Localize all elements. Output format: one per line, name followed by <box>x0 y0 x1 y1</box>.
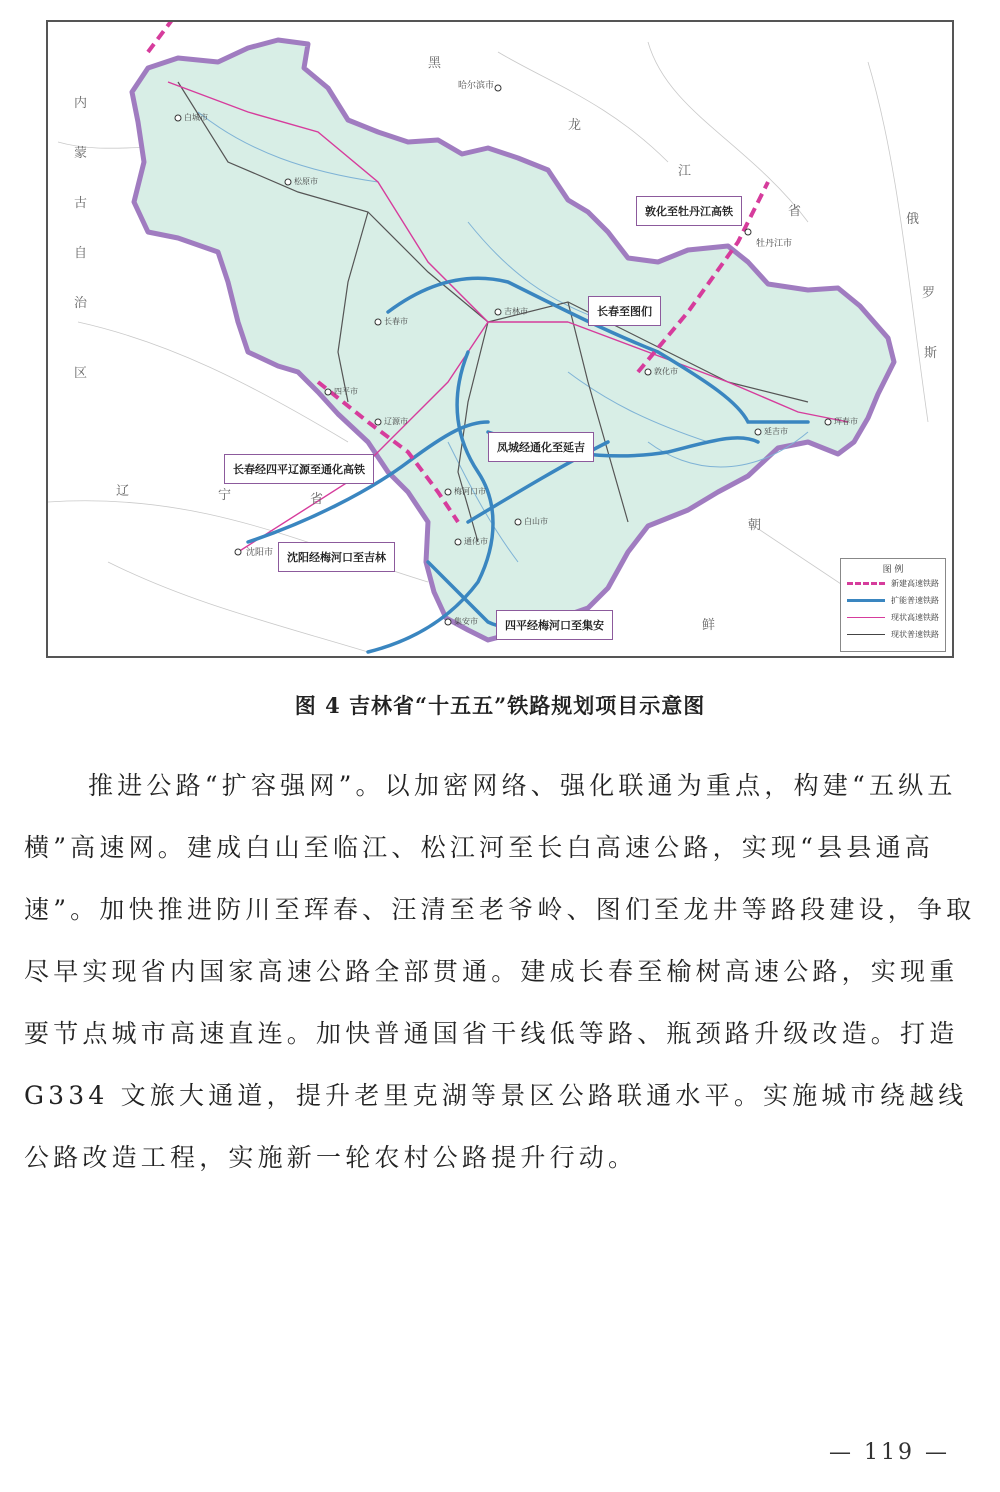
callout-siping-jian: 四平经梅河口至集安 <box>496 610 613 640</box>
legend-label-existing-hsr: 现状高速铁路 <box>891 613 939 622</box>
legend-row-new-hsr <box>841 575 945 592</box>
callout-dunhua-mudanjiang: 敦化至牡丹江高铁 <box>636 196 742 226</box>
callout-changchun-tonghua: 长春经四平辽源至通化高铁 <box>224 454 374 484</box>
region-label-neimenggu-5: 治 <box>74 296 88 311</box>
callout-shenyang-jilin: 沈阳经梅河口至吉林 <box>278 542 395 572</box>
city-baishan: 白山市 <box>524 517 548 526</box>
legend-label-existing-normal: 现状普速铁路 <box>891 630 939 639</box>
region-label-russia-1: 俄 <box>906 212 920 227</box>
legend-label-expanded: 扩能普速铁路 <box>891 596 939 605</box>
city-shenyang: 沈阳市 <box>246 548 274 558</box>
callout-fengcheng-yanji: 凤城经通化至延吉 <box>488 432 594 462</box>
region-label-neimenggu-4: 自 <box>74 246 88 261</box>
city-liaoyuan: 辽源市 <box>384 417 408 426</box>
region-label-liaoning-3: 省 <box>310 492 324 507</box>
legend-row-existing-normal <box>841 626 945 643</box>
legend-label-new-hsr: 新建高速铁路 <box>891 579 939 588</box>
region-label-neimenggu-3: 古 <box>74 196 88 211</box>
map-legend <box>840 558 946 652</box>
figure-caption: 图 4 吉林省“十五五”铁路规划项目示意图 <box>294 693 706 718</box>
city-hunchun: 珲春市 <box>834 417 858 426</box>
region-label-heilongjiang-4: 省 <box>788 204 802 219</box>
city-tonghua: 通化市 <box>464 537 488 546</box>
region-label-liaoning-2: 宁 <box>218 488 232 503</box>
city-meihekou: 梅河口市 <box>454 487 486 496</box>
page-number: — 119 — <box>829 1440 950 1465</box>
legend-swatch-new-hsr <box>847 582 885 585</box>
city-changchun: 长春市 <box>384 317 408 326</box>
railway-planning-map <box>46 20 954 658</box>
city-jilin: 吉林市 <box>504 307 528 316</box>
region-label-russia-2: 罗 <box>922 286 936 301</box>
city-siping: 四平市 <box>334 387 358 396</box>
legend-row-existing-hsr <box>841 609 945 626</box>
city-songyuan: 松原市 <box>294 177 318 186</box>
city-yanji: 延吉市 <box>764 427 788 436</box>
legend-swatch-expanded <box>847 599 885 602</box>
region-label-korea-1: 朝 <box>748 518 762 533</box>
legend-swatch-existing-hsr <box>847 617 885 618</box>
callout-changchun-tumen: 长春至图们 <box>588 296 661 326</box>
city-baicheng: 白城市 <box>184 113 208 122</box>
legend-swatch-existing-normal <box>847 634 885 635</box>
city-harbin: 哈尔滨市 <box>458 81 495 91</box>
region-label-korea-2: 鲜 <box>702 618 716 633</box>
region-label-neimenggu-6: 区 <box>74 366 88 381</box>
region-label-neimenggu-1: 内 <box>74 96 88 111</box>
region-label-neimenggu-2: 蒙 <box>74 146 88 161</box>
legend-row-expanded <box>841 592 945 609</box>
region-label-heilongjiang-2: 龙 <box>568 118 582 133</box>
body-paragraph-text: 推进公路“扩容强网”。以加密网络、强化联通为重点，构建“五纵五横”高速网。建成白山至临江、松江河至长白高速公路，实现“县县通高速”。加快推进防川至珲春、汪清至老爷岭、图们至龙井等路段建设，争取尽早实现省内国家高速公路全部贯通。建成长春至榆树高速公路，实现重要节点城市高速直连。加快普通国省干线低等路、瓶颈路升级改造。打造 G334 文旅大通道，提升老里克湖等景区公路联通水平。实施城市绕越线公路改造工程，实施新一轮农村公路提升行动。 <box>24 771 976 1172</box>
city-dunhua: 敦化市 <box>654 367 678 376</box>
city-jian: 集安市 <box>454 617 478 626</box>
city-mudanjiang: 牡丹江市 <box>756 239 793 249</box>
region-label-heilongjiang-1: 黑 <box>428 56 442 71</box>
region-label-heilongjiang-3: 江 <box>678 164 692 179</box>
region-label-liaoning-1: 辽 <box>116 484 130 499</box>
region-label-russia-3: 斯 <box>924 346 938 361</box>
body-paragraph <box>24 755 980 1189</box>
legend-title: 图 例 <box>882 565 904 575</box>
